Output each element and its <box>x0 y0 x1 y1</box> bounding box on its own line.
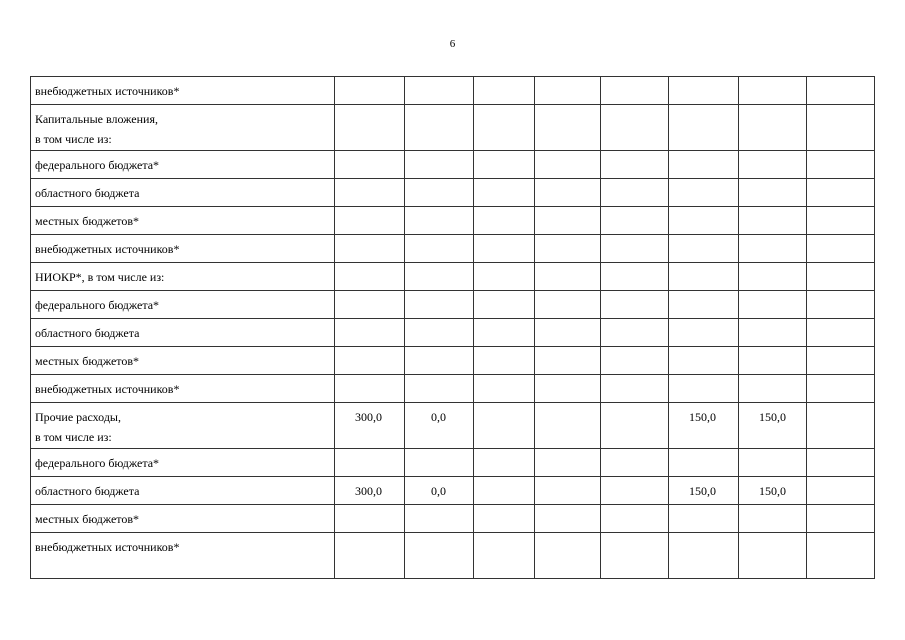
value-cell <box>335 291 405 319</box>
value-cell <box>601 151 669 179</box>
value-cell <box>669 291 739 319</box>
value-cell <box>669 449 739 477</box>
value-cell <box>739 151 807 179</box>
table-row <box>31 375 875 403</box>
value-cell <box>405 207 474 235</box>
row-label-line: местных бюджетов* <box>35 512 140 526</box>
value-cell <box>405 449 474 477</box>
value-cell <box>739 207 807 235</box>
value-cell <box>335 151 405 179</box>
value-cell <box>807 319 875 347</box>
value-cell <box>474 179 535 207</box>
table-row <box>31 235 875 263</box>
value-cell <box>669 533 739 579</box>
value-cell <box>601 505 669 533</box>
value-cell <box>601 477 669 505</box>
value-cell <box>474 105 535 151</box>
value-cell <box>335 505 405 533</box>
value-cell <box>739 319 807 347</box>
value-cell <box>474 449 535 477</box>
row-label <box>31 151 335 179</box>
table-row <box>31 505 875 533</box>
value-cell <box>739 179 807 207</box>
value-cell <box>807 347 875 375</box>
value-cell <box>807 105 875 151</box>
row-label-line: внебюджетных источников* <box>35 242 180 256</box>
value-cell: 300,0 <box>335 477 405 505</box>
value-cell <box>739 235 807 263</box>
value-cell <box>405 77 474 105</box>
row-label-line: внебюджетных источников* <box>35 540 180 554</box>
value-cell <box>474 235 535 263</box>
row-label-line: в том числе из: <box>35 430 112 444</box>
value-cell <box>669 235 739 263</box>
value-cell <box>669 207 739 235</box>
value-cell <box>807 207 875 235</box>
value-cell <box>405 291 474 319</box>
value-cell <box>807 403 875 449</box>
value-cell <box>669 263 739 291</box>
value-cell <box>739 347 807 375</box>
value-cell <box>739 375 807 403</box>
value-cell <box>535 207 601 235</box>
value-cell <box>601 77 669 105</box>
value-cell <box>535 291 601 319</box>
row-label-line: областного бюджета <box>35 484 140 498</box>
value-cell <box>669 105 739 151</box>
value-cell <box>601 263 669 291</box>
value-cell <box>535 77 601 105</box>
value-cell <box>669 319 739 347</box>
row-label <box>31 207 335 235</box>
value-cell <box>669 375 739 403</box>
value-cell <box>535 105 601 151</box>
value-cell: 150,0 <box>739 477 807 505</box>
row-label <box>31 533 335 579</box>
value-cell <box>807 151 875 179</box>
value-cell <box>807 235 875 263</box>
row-label-line: внебюджетных источников* <box>35 382 180 396</box>
value-cell <box>669 151 739 179</box>
table-row <box>31 263 875 291</box>
value-cell <box>601 449 669 477</box>
value-cell <box>601 105 669 151</box>
value-cell <box>535 477 601 505</box>
value-cell <box>405 347 474 375</box>
row-label <box>31 375 335 403</box>
value-cell <box>739 449 807 477</box>
row-label-line: областного бюджета <box>35 186 140 200</box>
value-cell: 300,0 <box>335 403 405 449</box>
row-label-line: местных бюджетов* <box>35 214 140 228</box>
value-cell: 0,0 <box>405 403 474 449</box>
value-cell <box>601 533 669 579</box>
row-label <box>31 505 335 533</box>
row-label-line: в том числе из: <box>35 132 112 146</box>
table-row <box>31 207 875 235</box>
row-label-line: Прочие расходы, <box>35 410 121 424</box>
table-row <box>31 179 875 207</box>
value-cell <box>474 505 535 533</box>
row-label <box>31 235 335 263</box>
value-cell <box>807 375 875 403</box>
row-label-line: областного бюджета <box>35 326 140 340</box>
value-cell <box>669 179 739 207</box>
value-cell: 150,0 <box>669 403 739 449</box>
value-cell <box>335 235 405 263</box>
value-cell <box>535 235 601 263</box>
row-label <box>31 263 335 291</box>
value-cell <box>739 105 807 151</box>
value-cell <box>335 179 405 207</box>
value-cell <box>807 477 875 505</box>
table-row <box>31 319 875 347</box>
value-cell <box>535 403 601 449</box>
value-cell <box>807 291 875 319</box>
value-cell <box>405 235 474 263</box>
table-row <box>31 151 875 179</box>
value-cell: 150,0 <box>669 477 739 505</box>
value-cell <box>739 291 807 319</box>
value-cell <box>807 505 875 533</box>
value-cell <box>335 319 405 347</box>
table-row <box>31 403 875 449</box>
value-cell <box>335 263 405 291</box>
value-cell <box>807 449 875 477</box>
value-cell <box>807 179 875 207</box>
table-row <box>31 77 875 105</box>
table-row <box>31 449 875 477</box>
value-cell <box>535 449 601 477</box>
value-cell <box>405 179 474 207</box>
row-label-line: федерального бюджета* <box>35 456 160 470</box>
value-cell <box>669 77 739 105</box>
value-cell <box>335 533 405 579</box>
value-cell <box>535 319 601 347</box>
row-label <box>31 291 335 319</box>
value-cell <box>601 375 669 403</box>
row-label-line: внебюджетных источников* <box>35 84 180 98</box>
budget-table <box>30 76 875 579</box>
value-cell <box>601 319 669 347</box>
table-row <box>31 477 875 505</box>
value-cell <box>405 319 474 347</box>
value-cell <box>474 151 535 179</box>
value-cell <box>474 77 535 105</box>
value-cell <box>335 449 405 477</box>
value-cell <box>807 533 875 579</box>
value-cell <box>474 477 535 505</box>
value-cell <box>739 263 807 291</box>
table-row <box>31 105 875 151</box>
value-cell <box>335 347 405 375</box>
value-cell <box>535 151 601 179</box>
value-cell <box>405 151 474 179</box>
value-cell <box>474 207 535 235</box>
value-cell <box>601 403 669 449</box>
value-cell <box>601 235 669 263</box>
row-label <box>31 347 335 375</box>
value-cell <box>739 77 807 105</box>
value-cell <box>405 505 474 533</box>
table-row <box>31 347 875 375</box>
value-cell <box>535 375 601 403</box>
value-cell <box>335 375 405 403</box>
value-cell <box>807 263 875 291</box>
value-cell <box>601 179 669 207</box>
value-cell <box>474 347 535 375</box>
value-cell <box>601 291 669 319</box>
row-label <box>31 319 335 347</box>
value-cell <box>739 505 807 533</box>
table-row <box>31 533 875 579</box>
value-cell <box>474 291 535 319</box>
row-label-line: федерального бюджета* <box>35 158 160 172</box>
value-cell <box>535 505 601 533</box>
value-cell <box>601 347 669 375</box>
value-cell <box>405 105 474 151</box>
value-cell <box>535 533 601 579</box>
table-row <box>31 291 875 319</box>
value-cell <box>474 533 535 579</box>
value-cell <box>739 533 807 579</box>
row-label-line: местных бюджетов* <box>35 354 140 368</box>
value-cell <box>474 319 535 347</box>
value-cell <box>474 263 535 291</box>
value-cell <box>405 533 474 579</box>
row-label-line: НИОКР*, в том числе из: <box>35 270 165 284</box>
value-cell <box>335 105 405 151</box>
row-label <box>31 449 335 477</box>
value-cell <box>535 179 601 207</box>
value-cell <box>405 375 474 403</box>
value-cell: 150,0 <box>739 403 807 449</box>
value-cell <box>474 403 535 449</box>
value-cell <box>335 207 405 235</box>
value-cell <box>535 263 601 291</box>
row-label <box>31 477 335 505</box>
row-label <box>31 179 335 207</box>
value-cell <box>535 347 601 375</box>
value-cell <box>405 263 474 291</box>
value-cell <box>601 207 669 235</box>
row-label <box>31 105 335 151</box>
row-label-line: федерального бюджета* <box>35 298 160 312</box>
page-number: 6 <box>449 38 456 50</box>
value-cell <box>335 77 405 105</box>
value-cell <box>474 375 535 403</box>
row-label <box>31 403 335 449</box>
value-cell <box>807 77 875 105</box>
row-label <box>31 77 335 105</box>
value-cell <box>669 347 739 375</box>
row-label-line: Капитальные вложения, <box>35 112 158 126</box>
value-cell <box>669 505 739 533</box>
value-cell: 0,0 <box>405 477 474 505</box>
